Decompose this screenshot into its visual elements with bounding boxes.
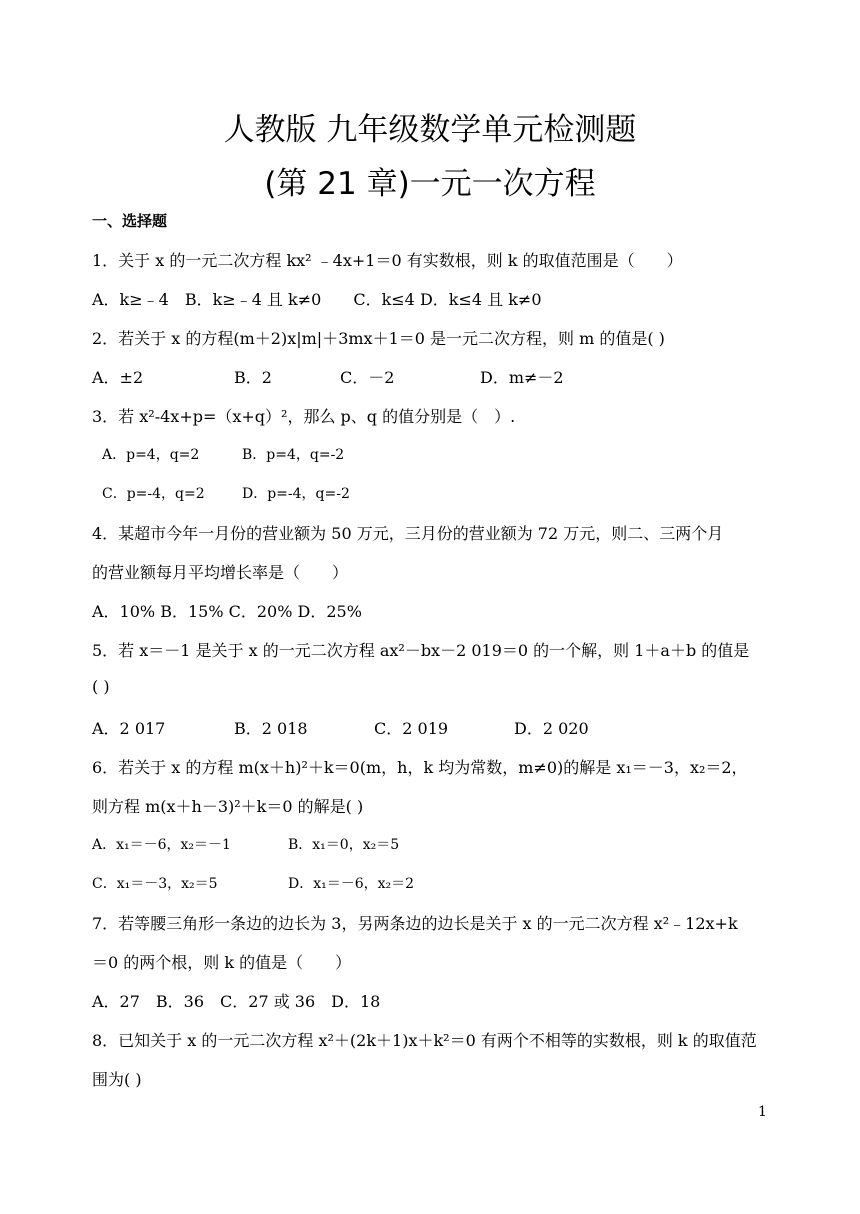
question-3-options-row-1 — [102, 444, 802, 464]
question-4-line-1: 4．某超市今年一月份的营业额为 50 万元，三月份的营业额为 72 万元，则二、三两个月 — [92, 524, 724, 543]
question-8-line-1: 8．已知关于 x 的一元二次方程 x²＋(2k＋1)x＋k²＝0 有两个不相等的实数根，则 k 的取值范 — [92, 1031, 757, 1050]
option-b: B．p=4，q=-2 — [242, 447, 345, 463]
option-b: B．2 018 — [234, 719, 308, 738]
question-5-line-2: ( ) — [92, 677, 110, 696]
question-5-options — [92, 716, 792, 739]
question-6-line-2: 则方程 m(x＋h－3)²＋k＝0 的解是( ) — [92, 797, 364, 816]
option-d: D．m≠－2 — [480, 368, 564, 387]
option-c: C．p=-4，q=2 — [102, 486, 205, 502]
option-c: C．－2 — [340, 368, 395, 387]
option-d: D．x₁＝－6，x₂＝2 — [288, 876, 415, 892]
option-a: A．2 017 — [92, 719, 166, 738]
title-line-2: (第 21 章)一元一次方程 — [264, 166, 596, 202]
question-7-line-1: 7．若等腰三角形一条边的边长为 3，另两条边的边长是关于 x 的一元二次方程 x²﹣12x+k — [92, 914, 738, 933]
question-1-options: A．k≥﹣4 B．k≥﹣4 且 k≠0 C．k≤4 D．k≤4 且 k≠0 — [92, 290, 542, 309]
question-4-options: A．10% B．15% C．20% D．25% — [92, 602, 362, 621]
option-d: D．2 020 — [514, 719, 589, 738]
question-2-options — [92, 365, 792, 388]
question-5-line-1: 5．若 x＝－1 是关于 x 的一元二次方程 ax²－bx－2 019＝0 的一个解，则 1＋a＋b 的值是 — [92, 641, 750, 660]
question-6-line-1: 6．若关于 x 的方程 m(x＋h)²＋k＝0(m，h，k 均为常数，m≠0)的解是 x₁＝－3，x₂＝2， — [92, 758, 748, 777]
question-1: 1．关于 x 的一元二次方程 kx² ﹣4x+1＝0 有实数根，则 k 的取值范围是（ ） — [92, 251, 683, 270]
title-line-1: 人教版 九年级数学单元检测题 — [223, 112, 637, 148]
question-7-options: A．27 B．36 C．27 或 36 D．18 — [92, 992, 381, 1011]
option-a: A．±2 — [92, 368, 144, 387]
page-number: 1 — [758, 1104, 767, 1120]
question-6-options-row-2 — [92, 873, 792, 893]
question-8-line-2: 围为( ) — [92, 1070, 142, 1089]
option-a: A．x₁＝－6，x₂＝－1 — [92, 837, 231, 853]
option-d: D．p=-4，q=-2 — [242, 486, 350, 502]
question-3-options-row-2 — [102, 483, 802, 503]
option-b: B．x₁＝0，x₂＝5 — [288, 837, 400, 853]
option-b: B．2 — [234, 368, 272, 387]
question-7-line-2: ＝0 的两个根，则 k 的值是（ ） — [92, 953, 352, 972]
question-3: 3．若 x²-4x+p=（x+q）²，那么 p、q 的值分别是（ ）. — [92, 407, 516, 426]
question-2: 2．若关于 x 的方程(m＋2)x|m|＋3mx＋1＝0 是一元二次方程，则 m 的值是( ) — [92, 329, 665, 348]
question-6-options-row-1 — [92, 834, 792, 854]
question-4-line-2: 的营业额每月平均增长率是（ ） — [92, 563, 349, 582]
option-a: A．p=4，q=2 — [102, 447, 200, 463]
option-c: C．x₁＝－3，x₂＝5 — [92, 876, 218, 892]
option-c: C．2 019 — [374, 719, 449, 738]
section-heading: 一、选择题 — [92, 212, 168, 230]
